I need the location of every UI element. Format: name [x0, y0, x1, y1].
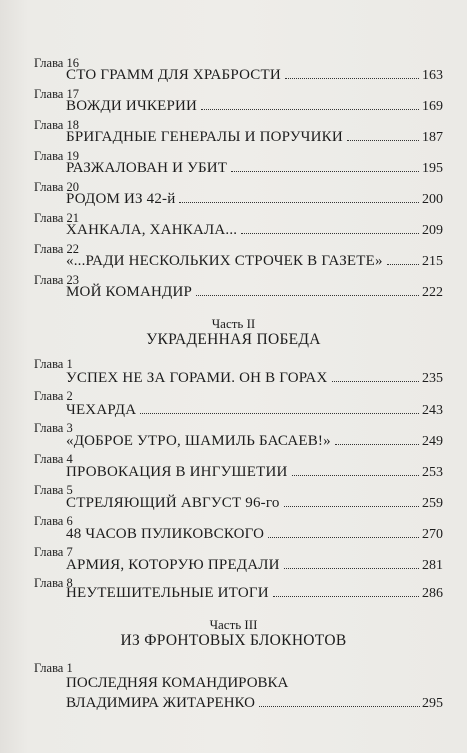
- page-number: 243: [422, 403, 443, 418]
- chapter-title: «...РАДИ НЕСКОЛЬКИХ СТРОЧЕК В ГАЗЕТЕ»: [66, 253, 383, 269]
- part-title: УКРАДЕННАЯ ПОБЕДА: [146, 331, 321, 348]
- page-number: 270: [422, 527, 443, 542]
- dot-leader: [347, 140, 419, 141]
- chapter-title-line: ВЛАДИМИРА ЖИТАРЕНКО: [66, 695, 256, 711]
- chapter-label: Глава 21: [34, 211, 79, 225]
- toc-entry[interactable]: [66, 284, 443, 301]
- chapter-title: УСПЕХ НЕ ЗА ГОРАМИ. ОН В ГОРАХ: [66, 370, 328, 386]
- chapter-label: Глава 18: [34, 118, 79, 132]
- dot-leader: [201, 109, 419, 110]
- chapter-label: Глава 19: [34, 149, 79, 163]
- chapter-title: ЧЕХАРДА: [66, 402, 137, 418]
- chapter-title: 48 ЧАСОВ ПУЛИКОВСКОГО: [66, 526, 265, 542]
- toc-entry[interactable]: [66, 526, 443, 543]
- toc-entry[interactable]: [66, 370, 443, 387]
- chapter-label: Глава 2: [34, 389, 73, 403]
- dot-leader: [179, 202, 419, 203]
- page-number: 209: [422, 223, 443, 238]
- dot-leader: [387, 264, 419, 265]
- dot-leader: [284, 506, 419, 507]
- chapter-title-line: ПОСЛЕДНЯЯ КОМАНДИРОВКА: [66, 675, 289, 691]
- chapter-title: «ДОБРОЕ УТРО, ШАМИЛЬ БАСАЕВ!»: [66, 433, 331, 449]
- toc-entry[interactable]: [66, 585, 443, 602]
- chapter-label: Глава 6: [34, 514, 73, 528]
- chapter-title: ВОЖДИ ИЧКЕРИИ: [66, 98, 198, 114]
- page-number: 281: [422, 558, 443, 573]
- chapter-title: РАЗЖАЛОВАН И УБИТ: [66, 160, 228, 176]
- page-number: 169: [422, 99, 443, 114]
- page-number: 286: [422, 586, 443, 601]
- dot-leader: [284, 568, 419, 569]
- page-number: 295: [422, 696, 443, 711]
- chapter-title: НЕУТЕШИТЕЛЬНЫЕ ИТОГИ: [66, 585, 269, 601]
- page-number: 253: [422, 465, 443, 480]
- chapter-label: Глава 3: [34, 421, 73, 435]
- chapter-title: МОЙ КОМАНДИР: [66, 284, 193, 300]
- chapter-label: Глава 1: [34, 357, 73, 371]
- part-label: Часть II: [211, 316, 256, 331]
- chapter-title: БРИГАДНЫЕ ГЕНЕРАЛЫ И ПОРУЧИКИ: [66, 129, 343, 145]
- chapter-title: АРМИЯ, КОТОРУЮ ПРЕДАЛИ: [66, 557, 280, 573]
- chapter-title: ПРОВОКАЦИЯ В ИНГУШЕТИИ: [66, 464, 288, 480]
- chapter-label: Глава 16: [34, 56, 79, 70]
- chapter-label: Глава 1: [34, 661, 73, 675]
- dot-leader: [231, 171, 419, 172]
- part-title: ИЗ ФРОНТОВЫХ БЛОКНОТОВ: [120, 632, 347, 649]
- chapter-label: Глава 5: [34, 483, 73, 497]
- dot-leader: [268, 537, 419, 538]
- dot-leader: [273, 596, 419, 597]
- toc-entry[interactable]: [66, 464, 443, 481]
- dot-leader: [285, 78, 419, 79]
- dot-leader: [259, 706, 420, 707]
- chapter-label: Глава 22: [34, 242, 79, 256]
- dot-leader: [241, 233, 419, 234]
- page-number: 200: [422, 192, 443, 207]
- chapter-label: Глава 20: [34, 180, 79, 194]
- toc-entry[interactable]: [66, 557, 443, 574]
- toc-entry[interactable]: [66, 129, 443, 146]
- page-number: 222: [422, 285, 443, 300]
- chapter-label: Глава 23: [34, 273, 79, 287]
- page-number: 163: [422, 68, 443, 83]
- dot-leader: [332, 381, 420, 382]
- toc-entry[interactable]: [66, 98, 443, 115]
- toc-entry[interactable]: [66, 191, 443, 208]
- toc-entry[interactable]: [66, 67, 443, 84]
- page-number: 195: [422, 161, 443, 176]
- dot-leader: [335, 444, 419, 445]
- page-number: 259: [422, 496, 443, 511]
- toc-entry[interactable]: [66, 433, 443, 450]
- dot-leader: [196, 295, 419, 296]
- part-label: Часть III: [209, 617, 258, 632]
- toc-entry[interactable]: [66, 673, 443, 714]
- chapter-label: Глава 7: [34, 545, 73, 559]
- chapter-label: Глава 8: [34, 576, 73, 590]
- chapter-label: Глава 4: [34, 452, 73, 466]
- toc-entry[interactable]: [66, 253, 443, 270]
- page-number: 249: [422, 434, 443, 449]
- toc-entry[interactable]: [66, 160, 443, 177]
- page-number: 235: [422, 371, 443, 386]
- toc-entry[interactable]: [66, 222, 443, 239]
- page-number: 215: [422, 254, 443, 269]
- dot-leader: [140, 413, 419, 414]
- toc-entry[interactable]: [66, 495, 443, 512]
- chapter-label: Глава 17: [34, 87, 79, 101]
- chapter-title: РОДОМ ИЗ 42-й: [66, 191, 176, 207]
- page-number: 187: [422, 130, 443, 145]
- chapter-title: СТО ГРАММ ДЛЯ ХРАБРОСТИ: [66, 67, 281, 83]
- toc-entry[interactable]: [66, 402, 443, 419]
- dot-leader: [292, 475, 419, 476]
- chapter-title: СТРЕЛЯЮЩИЙ АВГУСТ 96-го: [66, 495, 280, 511]
- chapter-title: ХАНКАЛА, ХАНКАЛА...: [66, 222, 238, 238]
